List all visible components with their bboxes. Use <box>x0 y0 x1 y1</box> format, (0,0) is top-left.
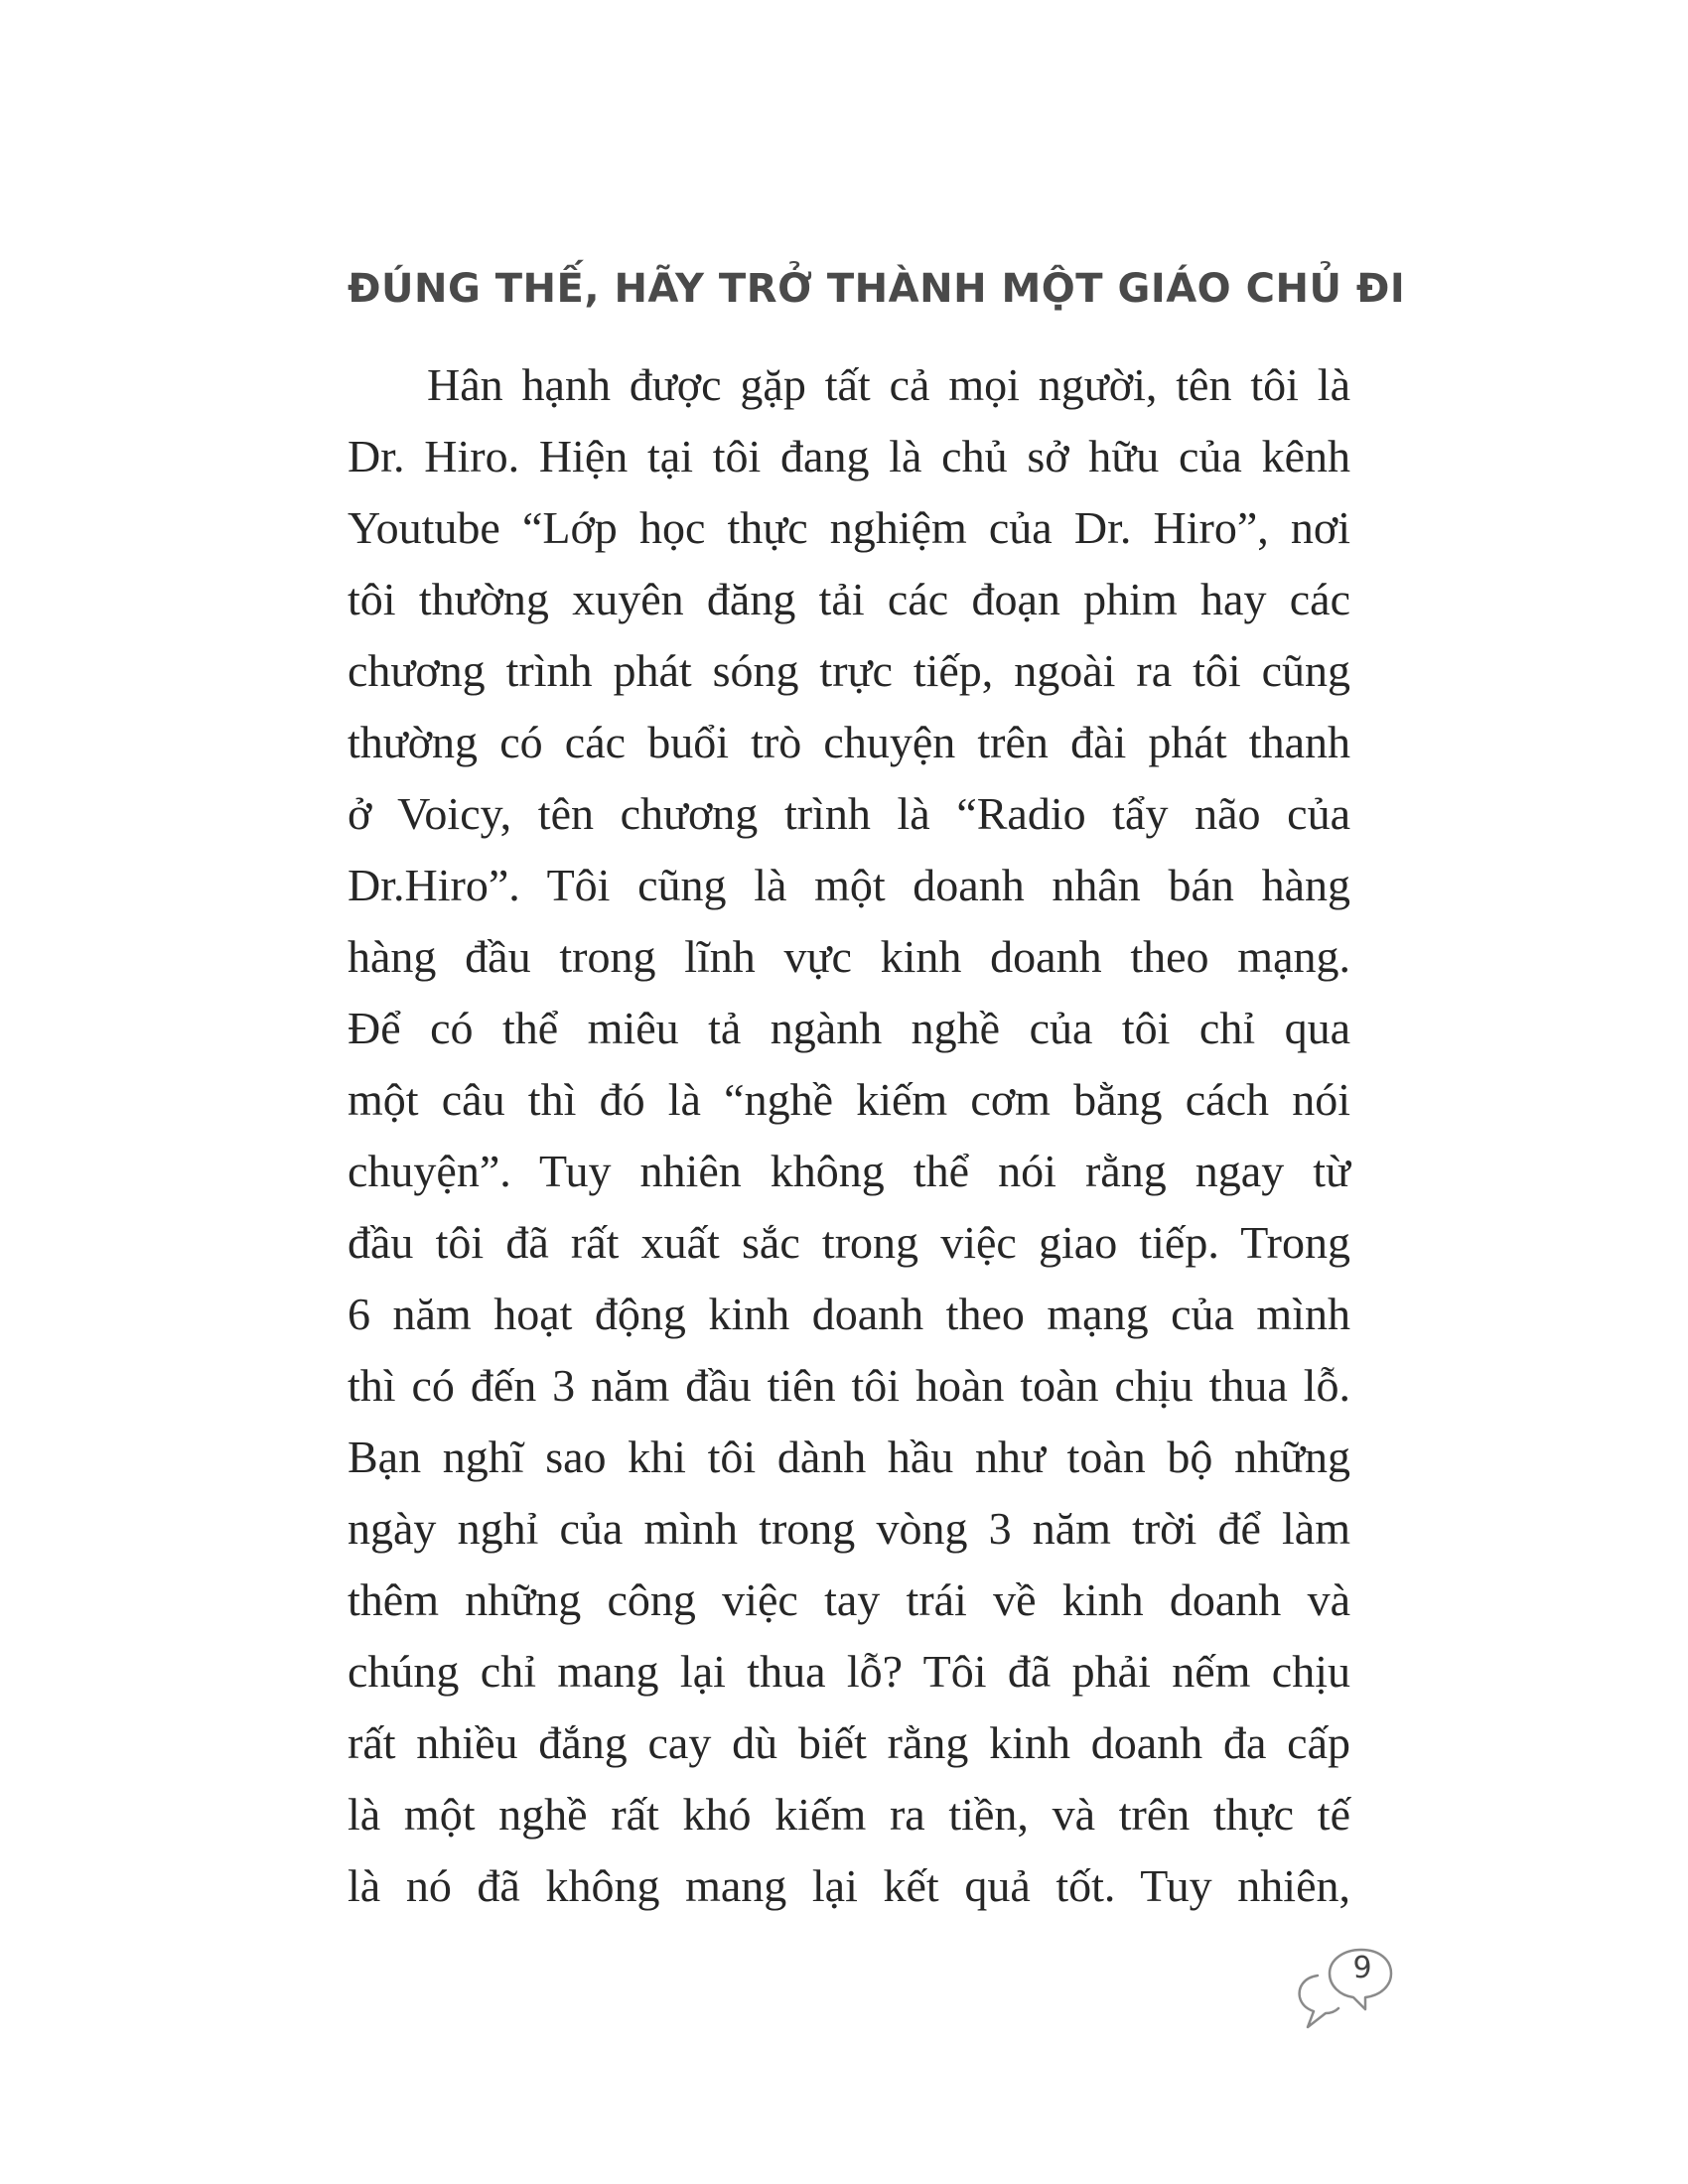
body-line: chúng chỉ mang lại thua lỗ? Tôi đã phải nếm chịu <box>348 1646 1350 1697</box>
body-line: thì có đến 3 năm đầu tiên tôi hoàn toàn chịu thua lỗ. <box>348 1360 1350 1411</box>
body-line: rất nhiều đắng cay dù biết rằng kinh doanh đa cấp <box>348 1717 1350 1768</box>
body-line: ngày nghỉ của mình trong vòng 3 năm trời để làm <box>348 1503 1350 1554</box>
body-line: chương trình phát sóng trực tiếp, ngoài ra tôi cũng <box>348 645 1350 696</box>
body-line: hàng đầu trong lĩnh vực kinh doanh theo mạng. <box>348 931 1350 982</box>
body-line: Để có thể miêu tả ngành nghề của tôi chỉ qua <box>348 1003 1350 1053</box>
body-line: Bạn nghĩ sao khi tôi dành hầu như toàn bộ những <box>348 1432 1350 1482</box>
body-line: Youtube “Lớp học thực nghiệm của Dr. Hiro”, nơi <box>348 502 1350 553</box>
body-line: chuyện”. Tuy nhiên không thể nói rằng ngay từ <box>348 1146 1350 1196</box>
body-paragraph <box>348 349 1350 1922</box>
body-line: là nó đã không mang lại kết quả tốt. Tuy nhiên, <box>348 1860 1350 1911</box>
body-line: thêm những công việc tay trái về kinh doanh và <box>348 1574 1350 1625</box>
body-line: Hân hạnh được gặp tất cả mọi người, tên tôi là <box>427 359 1350 410</box>
body-line: một câu thì đó là “nghề kiếm cơm bằng cách nói <box>348 1074 1350 1125</box>
page-number: 9 <box>1352 1951 1372 1985</box>
body-line: tôi thường xuyên đăng tải các đoạn phim hay các <box>348 574 1350 624</box>
page-number-marker <box>1296 1946 1395 2035</box>
body-line: đầu tôi đã rất xuất sắc trong việc giao tiếp. Trong <box>348 1217 1350 1268</box>
body-line: thường có các buổi trò chuyện trên đài phát thanh <box>348 717 1350 767</box>
body-line: Dr.Hiro”. Tôi cũng là một doanh nhân bán hàng <box>348 860 1350 910</box>
body-line: là một nghề rất khó kiếm ra tiền, và trên thực tế <box>348 1789 1350 1840</box>
body-line: ở Voicy, tên chương trình là “Radio tẩy não của <box>348 788 1350 839</box>
body-line: 6 năm hoạt động kinh doanh theo mạng của mình <box>348 1289 1350 1339</box>
body-line: Dr. Hiro. Hiện tại tôi đang là chủ sở hữu của kênh <box>348 431 1350 481</box>
chapter-heading: ĐÚNG THẾ, HÃY TRỞ THÀNH MỘT GIÁO CHỦ ĐI <box>348 266 1406 312</box>
